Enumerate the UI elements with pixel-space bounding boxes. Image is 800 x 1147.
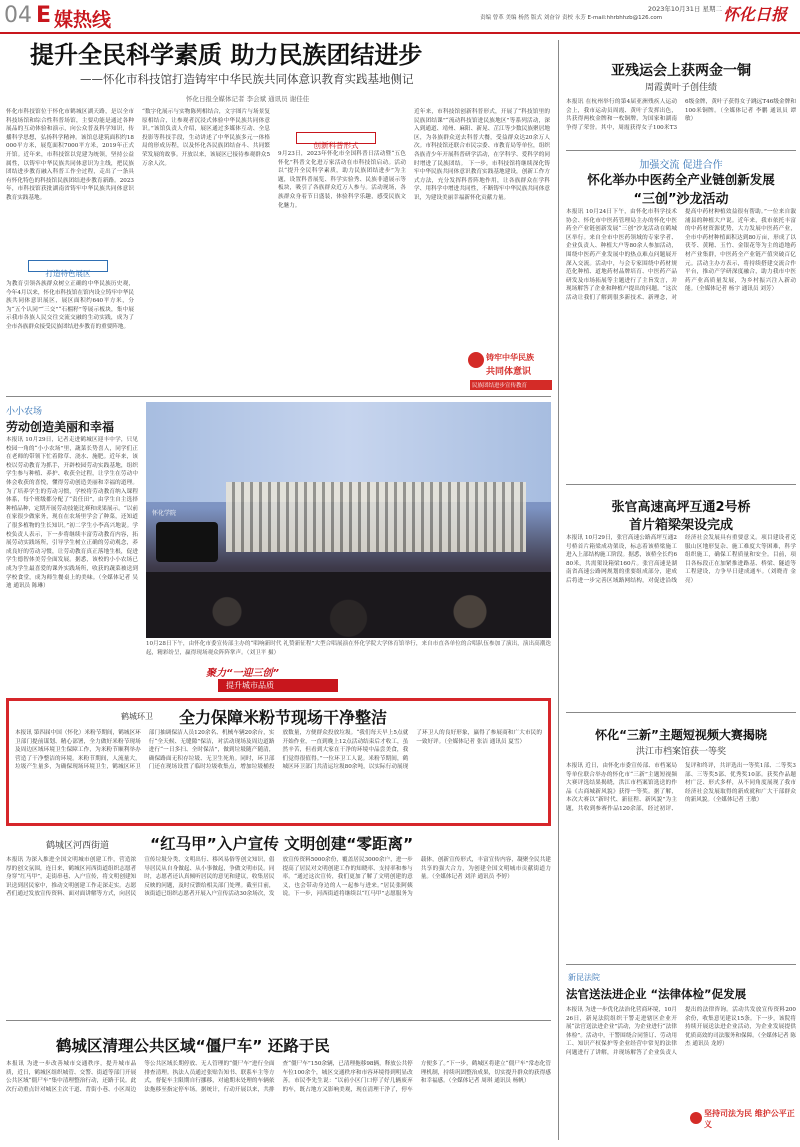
cleanup-title: 全力保障米粉节现场干净整洁	[179, 708, 388, 727]
masthead	[0, 0, 800, 34]
lead-body-c: “数字化展示与实物陈列相结合，文字图片与场景复原相结合，让参观者沉浸式体验中华民族共同体意识。”该馆负责人介绍，展区通过多媒体互动、全息投影等科技手段，生动讲述了中华民族多元一体格局的形成历程，以及怀化各民族团结奋斗、共同繁荣发展的故事。开放以来，该展区已接待参观群众5万余人次。	[142, 109, 270, 167]
lead-title: 提升全民科学素质 助力民族团结进步	[30, 41, 423, 69]
divider-games	[566, 150, 796, 151]
page-number: 04	[4, 3, 32, 28]
cleanup-frame	[6, 698, 551, 826]
medicine-body: 本报讯 10月24日下午，由怀化市科学技术协会、怀化市中医药管理局主办的怀化中医药全产业链创新发展“三创”沙龙活动在鹤城区举行。来自全市中医药领域的专家学者、企业负责人、种植大户等80余人参加活动，围绕中医药产业发展中的热点难点问题展开深入交流。活动中，与会专家围绕中药材规范化种植、道地药材品牌培育、中医药产品研发及市场拓展等主题进行了主旨发言，并现场解答了企业和种植户提出的问题。“这次活动让我们了解到很多新技术、新理念，对提高中药材种植效益很有帮助。”一位来自溆浦县的种植大户说。近年来，我市依托丰富的中药材资源优势，大力发展中医药产业，全市中药材种植面积达到80万亩，形成了以茯苓、黄精、玉竹、金银花等为主的道地药材产业集群，中医药全产业链产值突破百亿元。活动主办方表示，将持续搭建交流合作平台，推动产学研深度融合，助力我市中医药产业高质量发展，为乡村振兴注入新动能。（全媒体记者 杨宇 通讯员 刘芳）	[566, 209, 796, 301]
banner-top-text: 聚力“一迎三创”	[206, 668, 279, 679]
paper-logo: 怀化日报	[723, 5, 788, 24]
lead-subhead-1	[28, 260, 108, 278]
bridge-title: 张官高速高坪互通2号桥	[611, 500, 751, 515]
law-body: 本报讯 为进一步优化法治化营商环境，10月26日，新晃法院组织干警走进辖区企业开展“法官送法进企业”活动，为企业进行“法律体检”。活动中，干警围绕合同签订、劳动用工、知识产权保护等企业经营中常见的法律问题进行了讲解，并现场解答了企业负责人提出的法律咨询。活动共发放宣传资料200余份，收集意见建议15条。下一步，该院将持续开展送法进企业活动，为企业发展提供优质高效的司法服务和保障。（全媒体记者 陈杰 通讯员 龙婷）	[566, 1007, 796, 1056]
video-title: 怀化“三新”主题短视频大赛揭晓	[595, 728, 767, 742]
lead-body-d: 9月23日，2023年怀化市全国科普日活动暨“五色怀化”科普文化进万家活动在市科技馆启动。活动以“提升全民科学素质，助力民族团结进步”为主题，设置科普展览、科学实验秀、民族非遗展示等板块，吸引了各族群众近万人参与。活动现场，各族群众身着节日盛装，体验科学乐趣，感受民族文化魅力。	[278, 151, 406, 209]
farm-kicker: 小小农场	[6, 407, 43, 417]
divider-bridge	[566, 712, 796, 713]
farm-body: 本报讯 10月29日，记者走进鹤城区迎丰中学，只见校园一角的“小小农场”里，蔬菜长势喜人，同学们正在老师的带领下忙着除草、浇水、施肥。近年来，该校以劳动教育为抓手，开辟校园劳动实践基地，组织学生参与种植、养护、收获全过程，让学生在劳动中体会收获的喜悦，懂得劳动创造美丽和幸福的道理。为了培养学生的劳动习惯，学校将劳动教育纳入课程体系，每个班级都分配了“责任田”，由学生自主选择种植品种，定期开展劳动技能比赛和成果展示。“以前在家很少做家务，现在在农场里学会了种菜，还知道了很多植物的生长知识。”初二学生小李高兴地说。学校负责人表示，下一步将继续丰富劳动教育内容，拓展劳动实践场所，引导学生树立正确的劳动观念，养成良好的劳动习惯，让劳动教育真正落地生根，促进学生德智体美劳全面发展。据悉，该校的小小农场已成为学生最喜爱的课外实践场所，收获的蔬菜被送到学校食堂，成为师生餐桌上的美味。（全媒体记者 吴迪 通讯员 陈琳）	[6, 437, 138, 590]
photo-caption: 10月28日下午，由怀化市委宣传部主办的“唱响新时代 礼赞新征程”大型合唱展演在怀化学院大学体育馆举行，来自市直各单位的合唱队伍参加了演出，演出高潮迭起，精彩纷呈，赢得现场观众阵阵掌声。（刘卫平 摄）	[146, 641, 551, 656]
zombie-title: 鹤城区清理公共区域“僵尸车” 还路于民	[56, 1037, 330, 1055]
cleanup-banner	[190, 664, 390, 694]
law-badge-text: 坚持司法为民 维护公平正义	[704, 1109, 795, 1129]
games-title: 亚残运会上获两金一铜	[611, 63, 751, 79]
photo-choir-rows	[226, 482, 526, 552]
photo-piano	[156, 522, 218, 562]
bridge-body: 本报讯 10月29日，张官高速公路高坪互通2号桥首片箱梁成功架设，标志着该桥梁施工进入上部结构施工阶段。据悉，该桥全长约680米，共需架设箱梁160片。张官高速是湖南省高速公路网规划的重要组成部分，建成后将进一步完善区域路网结构，对促进沿线经济社会发展具有重要意义。项目建设者克服山区地形复杂、施工难度大等困难，科学组织施工，确保工程质量和安全。目前，项目各标段正在加紧推进路基、桥梁、隧道等工程建设，力争早日建成通车。（刘晓青 金亮）	[566, 535, 796, 584]
choir-photo	[146, 402, 551, 638]
lead-subhead-2	[296, 132, 376, 150]
badge-line-1: 铸牢中华民族	[486, 353, 534, 362]
redvest-body: 本报讯 为深入推进全国文明城市创建工作，营造浓厚的创文氛围，连日来，鹤城区河西街道组织志愿者身穿“红马甲”，走街串巷、入户宣传，将文明创建知识送到居民家中，推动文明创建工作走深走实。志愿者们通过发放宣传资料、面对面讲解等方式，向居民宣传垃圾分类、文明出行、移风易俗等创文知识，倡导居民从自身做起、从小事做起，争做文明市民。同时，志愿者还认真倾听居民的意见和建议，收集居民反映的问题，及时反馈给相关部门处理。截至目前，该街道已组织志愿者开展入户宣传活动30余场次，发放宣传资料5000余份，覆盖居民3000余户，进一步提高了居民对文明创建工作的知晓率、支持率和参与率。“通过这次宣传，我们更加了解了文明创建的意义，也会带动身边的人一起参与进来。”居民张阿姨说。下一步，河西街道将继续以“红马甲”志愿服务为载体，创新宣传形式，丰富宣传内容，凝聚全民共建共享的强大合力，为创建全国文明城市贡献街道力量。（全媒体记者 刘洋 通讯员 李婷）	[6, 857, 551, 898]
divider-video	[566, 964, 796, 965]
lead-body-e: 近年来，市科技馆创新科普形式，开展了“科技馆里的民族团结课”“流动科技馆进民族地区”等系列活动，深入到通道、靖州、麻阳、新晃、芷江等少数民族聚居地区，为各族群众送去科普大餐，受益群众达20余万人次。市科技馆还联合市民宗委、市教育局等单位，组织各族青少年开展科普研学活动，在学科学、爱科学的同时增进了民族团结。 下一步，市科技馆将继续深化铸牢中华民族共同体意识教育实践基地建设，创新工作方式方法，充分发挥科普阵地作用，让各族群众在学科学、用科学中增进共同性，不断铸牢中华民族共同体意识，为建设美丽幸福新怀化贡献力量。	[414, 109, 550, 201]
badge-line-2: 共同体意识	[486, 367, 532, 377]
law-kicker: 新昆法院	[568, 973, 600, 982]
redvest-kicker: 鹤城区河西街道	[46, 841, 110, 851]
badge-seed-icon	[468, 352, 484, 368]
zombie-body: 本报讯 为进一步改善城市交通秩序，提升城市品质，近日，鹤城区组织城管、交警、街道等部门开展公共区域“僵尸车”集中清理整治行动，还路于民。此次行动重点针对城区主次干道、背街小巷、小区周边等公共区域长期停放、无人管理的“僵尸车”进行全面排查清理。执法人员通过张贴告知书、联系车主等方式，督促车主限期自行挪移，对逾期未处理的车辆依法拖移至指定停车场。据统计，行动开展以来，共排查“僵尸车”150余辆，已清理拖移98辆，释放公共停车位100余个，城区交通秩序和市容环境得到明显改善。市民李先生说：“以前小区门口停了好几辆废弃的车，既占地方又影响美观，现在清理干净了，停车方便多了。”下一步，鹤城区将建立“僵尸车”常态化管理机制，持续巩固整治成果，切实提升群众的获得感和幸福感。（全媒体记者 周琪 通讯员 杨帆）	[6, 1061, 551, 1093]
medicine-title: 怀化举办中医药全产业链创新发展	[587, 172, 775, 187]
ethnic-unity-badge	[468, 350, 552, 394]
farm-title: 劳动创造美丽和幸福	[6, 420, 115, 434]
video-subtitle: 洪江市档案馆获一等奖	[635, 747, 726, 757]
badge-line-3: 民族团结进步宣传教育	[470, 380, 552, 390]
lead-body-a: 怀化市科技馆位于怀化市鹤城区湖天路，是以全市科技场馆和综合性科普场馆，主要功能是通过各种展品的互动体验和演示，向公众普及科学知识，传播科学思想，弘扬科学精神。该馆总建筑面积约18000平方米，展览面积7000平方米，2019年正式开馆。近年来，市科技馆以党建为统领，坚持公益属性，以铸牢中华民族共同体意识为主线，把民族团结进步教育融入科普工作全过程，走出了一条具有怀化特色的科技馆民族团结进步教育新路。2023年，市科技馆获批湖南省铸牢中华民族共同体意识教育实践基地。	[6, 109, 134, 201]
editors-line: 责编 曾革 美编 杨然 版式 刘奋谷 责校 永芳 E-mail:hhrbhhzb@126.com	[480, 15, 663, 21]
games-body: 本报讯 在杭州举行的第4届亚洲残疾人运动会上，我市运动员周霞、黄叶子发挥出色，共获得两枚金牌和一枚铜牌，为国家和湖南争得了荣誉。其中，周霞获得女子100米T36级金牌，黄叶子获得女子跳远T46级金牌和100米铜牌。（全媒体记者 李鹏 通讯员 谭敏）	[566, 99, 796, 131]
cleanup-body: 本报讯 第四届中国（怀化）米粉节期间，鹤城区环卫部门提前谋划、精心部署，全力做好米粉节现场及周边区域环境卫生保障工作，为米粉节顺利举办营造了干净整洁的环境。米粉节期间，人流量大，垃圾产生量多，为确保现场环境卫生，鹤城区环卫部门抽调保洁人员120余名、机械车辆20余台，实行“全天候、无缝隙”保洁，对活动现场及周边道路进行“一日多扫、全时保洁”，做到垃圾随产随清，确保路面无积存垃圾、无卫生死角。同时，环卫部门还在现场设置了临时垃圾收集点，增加垃圾桶投放数量，方便群众投放垃圾。“我们每天早上5点就开始作业，一直到晚上12点活动结束后才收工，虽然辛苦，但看到大家在干净的环境中品尝美食，我们觉得很值得。”一位环卫工人说。米粉节期间，鹤城区环卫部门共清运垃圾80余吨，以实际行动展现了环卫人的良好形象，赢得了参展商和广大市民的一致好评。（全媒体记者 张洁 通讯员 夏雪）	[15, 730, 542, 771]
scales-icon	[690, 1112, 702, 1124]
lead-subhead-1-text: 打造特色展区	[45, 269, 91, 278]
divider-redvest	[6, 1020, 551, 1021]
issue-date: 2023年10月31日 星期二	[647, 5, 722, 13]
divider-lead	[6, 396, 551, 397]
lead-subhead-2-text: 创新科普形式	[313, 141, 359, 150]
law-title: 法官送法进企业 “法律体检”促发展	[566, 987, 747, 1001]
games-subtitle: 周霞黄叶子创佳绩	[644, 83, 717, 93]
cleanup-kicker: 鹤城环卫	[121, 712, 153, 721]
divider-right-column	[558, 40, 559, 1140]
section-name: 媒热线	[54, 9, 112, 31]
medicine-title-2: “三创”沙龙活动	[633, 192, 729, 207]
lead-body-b: 为教育引领各族群众树立正确的中华民族历史观，今年4月以来，怀化市科技馆在馆内设立铸牢中华民族共同体意识展区，展区面积约640平方米，分为“五个认同”“三交”“石榴籽”等展示板块，集中展示我市各族人民交往交流交融的生动实践，成为了全市各族群众接受民族团结进步教育的重要阵地。	[6, 281, 134, 330]
photo-screen-label: 怀化学院	[152, 510, 177, 517]
photo-audience	[146, 572, 551, 638]
section-letter: E	[36, 3, 52, 28]
medicine-kicker: 加强交流 促进合作	[639, 160, 723, 171]
law-badge	[690, 1108, 796, 1142]
divider-medicine	[566, 484, 796, 485]
bridge-title-2: 首片箱梁架设完成	[628, 518, 733, 533]
redvest-title: “红马甲”入户宣传 文明创建“零距离”	[150, 835, 414, 853]
lead-byline: 怀化日报全媒体记者 李会斌 通讯员 谢佳佳	[186, 95, 310, 103]
video-body: 本报讯 近日，由怀化市委宣传部、市档案局等单位联合举办的怀化市“三新”主题短视频大赛评选结果揭晓，洪江市档案馆选送的作品《古商城新风貌》获得一等奖。据了解，本次大赛以“新时代、新征程、新风貌”为主题，共收到参赛作品120余部，经过初评、复评和终评，共评选出一等奖1部、二等奖3部、三等奖5部、优秀奖10部。获奖作品题材广泛、形式多样，从不同角度展现了我市经济社会发展取得的新成就和广大干部群众的新风貌。（全媒体记者 王敏）	[566, 763, 796, 812]
lead-subtitle: ——怀化市科技馆打造铸牢中华民族共同体意识教育实践基地侧记	[80, 72, 414, 86]
banner-bottom-text: 提升城市品质	[218, 679, 338, 692]
